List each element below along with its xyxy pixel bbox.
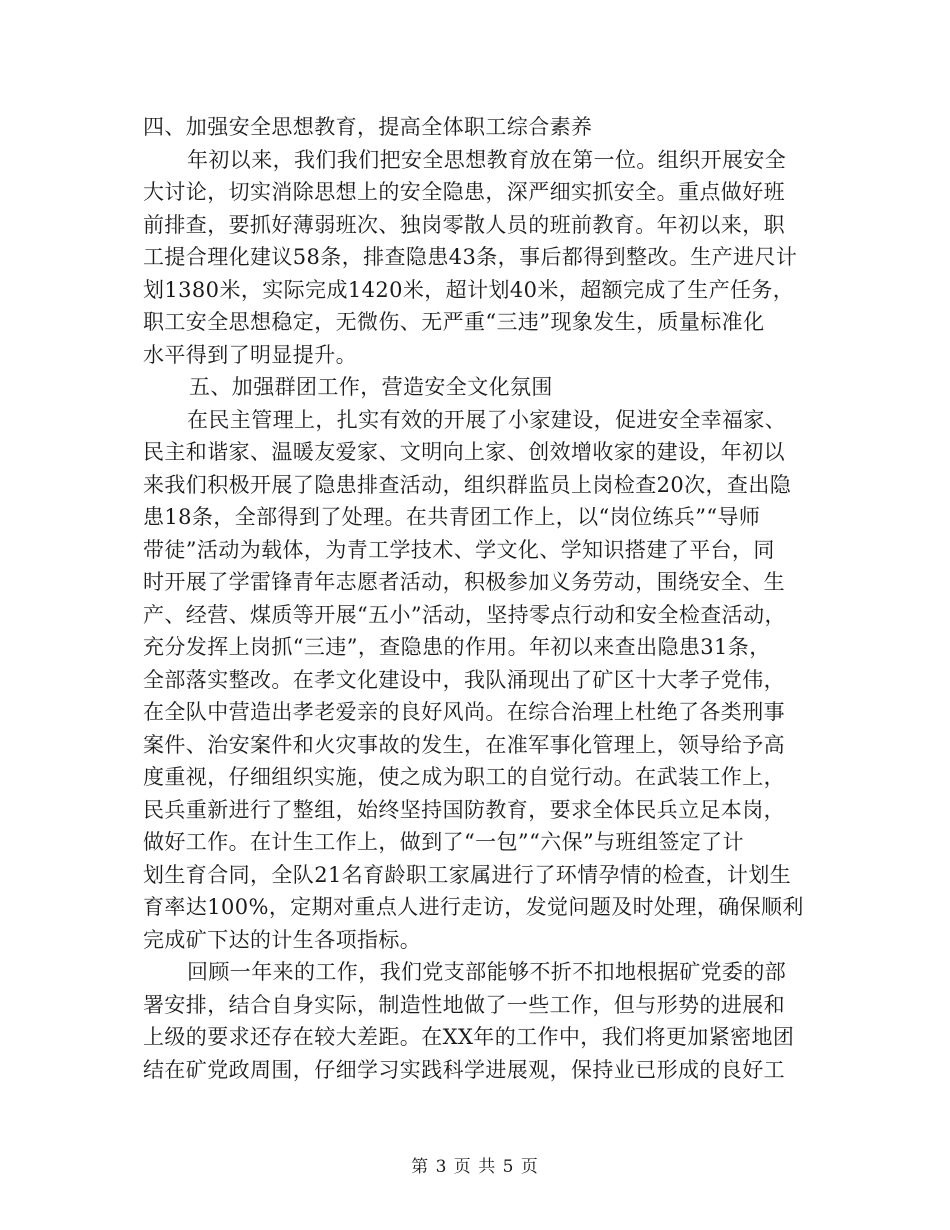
text-line: 患18条，全部得到了处理。在共青团工作上，以“岗位练兵”“导师 (143, 505, 761, 529)
text-line: 在全队中营造出孝老爱亲的良好风尚。在综合治理上杜绝了各类刑事 (143, 700, 785, 724)
text-line: 回顾一年来的工作，我们党支部能够不折不扣地根据矿党委的部 (187, 960, 787, 984)
text-line: 民主和谐家、温暖友爱家、文明向上家、创效增收家的建设，年初以 (143, 440, 785, 464)
text-line: 署安排，结合自身实际，制造性地做了一些工作，但与形势的进展和 (143, 992, 785, 1017)
text-line: 在民主管理上，扎实有效的开展了小家建设，促进安全幸福家、 (187, 407, 787, 432)
text-line: 案件、治安案件和火灾事故的发生，在准军事化管理上，领导给予高 (143, 732, 785, 757)
page-number-label: 第 3 页 共 5 页 (411, 1157, 539, 1177)
text-line: 度重视，仔细组织实施，使之成为职工的自觉行动。在武装工作上， (143, 765, 785, 789)
text-line: 做好工作。在计生工作上，做到了“一包”“六保”与班组签定了计 (143, 830, 744, 854)
text-line: 水平得到了明显提升。 (143, 342, 357, 367)
text-line: 前排查，要抓好薄弱班次、独岗零散人员的班前教育。年初以来，职 (143, 212, 785, 237)
section-5-heading (143, 371, 811, 404)
text-line: 划1380米，实际完成1420米，超计划40米，超额完成了生产任务， (143, 277, 795, 302)
text-line: 全部落实整改。在孝文化建设中，我队涌现出了矿区十大孝子党伟， (143, 667, 785, 692)
text-line: 上级的要求还存在较大差距。在XX年的工作中，我们将更加紧密地团 (143, 1025, 795, 1049)
section-4-heading (143, 111, 811, 144)
text-line: 育率达100%，定期对重点人进行走访，发觉问题及时处理，确保顺利 (143, 895, 804, 919)
text-line: 大讨论，切实消除思想上的安全隐患，深严细实抓安全。重点做好班 (143, 180, 785, 204)
heading-line: 五、加强群团工作，营造安全文化氛围 (189, 375, 553, 399)
paragraph-review (143, 956, 811, 1086)
text-line: 产、经营、煤质等开展“五小”活动，坚持零点行动和安全检查活动， (143, 602, 786, 627)
text-line: 完成矿下达的计生各项指标。 (143, 927, 422, 952)
document-body (143, 111, 811, 1086)
text-line: 划生育合同，全队21名育龄职工家属进行了环情孕情的检查，计划生 (143, 862, 792, 887)
text-line: 充分发挥上岗抓“三违”，查隐患的作用。年初以来查出隐患31条， (143, 635, 771, 659)
text-line: 时开展了学雷锋青年志愿者活动，积极参加义务劳动，围绕安全、生 (143, 570, 785, 594)
heading-line: 四、加强安全思想教育，提高全体职工综合素养 (143, 115, 593, 139)
text-line: 带徒”活动为载体，为青工学技术、学文化、学知识搭建了平台，同 (143, 537, 775, 562)
text-line: 来我们积极开展了隐患排查活动，组织群监员上岗检查20次，查出隐 (143, 472, 792, 497)
text-line: 职工安全思想稳定，无微伤、无严重“三违”现象发生，质量标准化 (143, 310, 765, 334)
paragraph-safety-education (143, 144, 811, 372)
text-line: 工提合理化建议58条，排查隐患43条，事后都得到整改。生产进尺计 (143, 245, 798, 269)
page-footer (0, 1152, 950, 1177)
paragraph-group-work (143, 404, 811, 957)
text-line: 结在矿党政周围，仔细学习实践科学进展观，保持业已形成的良好工 (143, 1057, 785, 1082)
text-line: 年初以来，我们我们把安全思想教育放在第一位。组织开展安全 (187, 147, 787, 172)
text-line: 民兵重新进行了整组，始终坚持国防教育，要求全体民兵立足本岗， (143, 797, 785, 822)
